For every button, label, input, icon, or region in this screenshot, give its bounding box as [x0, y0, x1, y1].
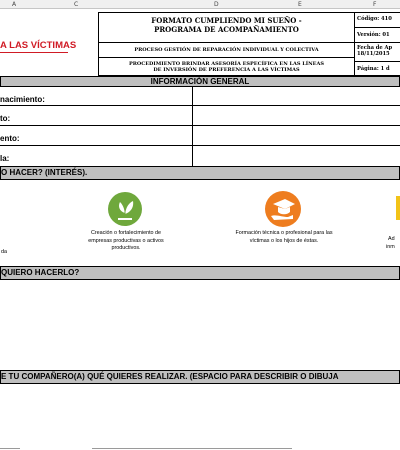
- section-describe-title: E TU COMPAÑERO(A) QUÉ QUIERES REALIZAR. (ESPACIO PARA DESCRIBIR O DIBUJA: [1, 372, 339, 381]
- header-procedure-cell[interactable]: [98, 57, 355, 76]
- section-how-title: QUIERO HACERLO?: [1, 268, 80, 277]
- column-header-a[interactable]: A: [12, 1, 17, 8]
- field-label-birth: nacimiento:: [0, 95, 45, 104]
- plant-leaves-icon[interactable]: [107, 191, 143, 227]
- field-value-4[interactable]: [192, 145, 400, 167]
- column-header-d[interactable]: D: [214, 1, 219, 8]
- section-interest[interactable]: [0, 166, 400, 180]
- procedure-label: PROCEDIMIENTO BRINDAR ASESORÍA ESPECÍFICA EN LAS LÍNEAS DE INVERSIÓN DE PREFERENCIA A LAS VÍCTIMAS: [129, 61, 324, 74]
- field-row-2[interactable]: [0, 105, 193, 126]
- logo-underline: [0, 52, 68, 53]
- code-cell[interactable]: [354, 12, 400, 28]
- page-cell[interactable]: [354, 61, 400, 76]
- interest-options-area: [0, 180, 400, 266]
- field-label-4: la:: [0, 154, 10, 163]
- section-interest-title: O HACER? (INTERÉS).: [1, 168, 88, 177]
- option-3-caption: Formación técnica o profesional para las víctimas o los hijos de éstas.: [235, 230, 333, 244]
- date-label: Fecha de Ap: [357, 45, 393, 51]
- field-value-birth[interactable]: [192, 86, 400, 106]
- graduation-hand-icon[interactable]: [264, 190, 302, 228]
- header-process-cell[interactable]: [98, 42, 355, 58]
- option-4-caption-line1: Ad: [388, 236, 395, 242]
- column-header-e[interactable]: E: [298, 1, 302, 8]
- page-label: Página: 1 d: [357, 66, 390, 72]
- describe-answer-area[interactable]: [0, 384, 400, 450]
- version-label: Versión: 01: [357, 32, 390, 38]
- column-header-bar: [0, 0, 400, 9]
- version-cell[interactable]: [354, 27, 400, 43]
- logo-text: A LAS VÍCTIMAS: [0, 40, 77, 51]
- field-row-3[interactable]: [0, 125, 193, 146]
- date-cell[interactable]: [354, 42, 400, 62]
- option-4-caption-line2: inm: [386, 244, 395, 250]
- column-header-c[interactable]: C: [74, 1, 79, 8]
- section-general-title: INFORMACIÓN GENERAL: [150, 77, 250, 86]
- partial-yellow-icon[interactable]: [396, 196, 400, 220]
- header-title-cell[interactable]: [98, 12, 355, 43]
- field-value-2[interactable]: [192, 105, 400, 126]
- field-label-2: to:: [0, 114, 11, 123]
- bottom-rule-left: [0, 448, 20, 449]
- date-value: 18/11/2015: [357, 51, 390, 57]
- field-label-3: ento:: [0, 134, 20, 143]
- document-title: FORMATO CUMPLIENDO MI SUEÑO - PROGRAMA DE ACOMPAÑAMIENTO: [151, 16, 302, 34]
- section-describe[interactable]: [0, 370, 400, 384]
- bottom-rule-right: [92, 448, 292, 449]
- option-1-caption-partial: da: [1, 249, 7, 255]
- field-row-4[interactable]: [0, 145, 193, 167]
- code-label: Código: 410: [357, 16, 392, 22]
- option-2-caption: Creación o fortalecimiento de empresas productivas o activos productivos.: [88, 230, 164, 251]
- field-value-3[interactable]: [192, 125, 400, 146]
- how-answer-area[interactable]: [0, 280, 400, 370]
- column-header-f[interactable]: F: [373, 1, 377, 8]
- section-how[interactable]: [0, 266, 400, 280]
- process-label: PROCESO GESTIÓN DE REPARACIÓN INDIVIDUAL Y COLECTIVA: [134, 47, 319, 53]
